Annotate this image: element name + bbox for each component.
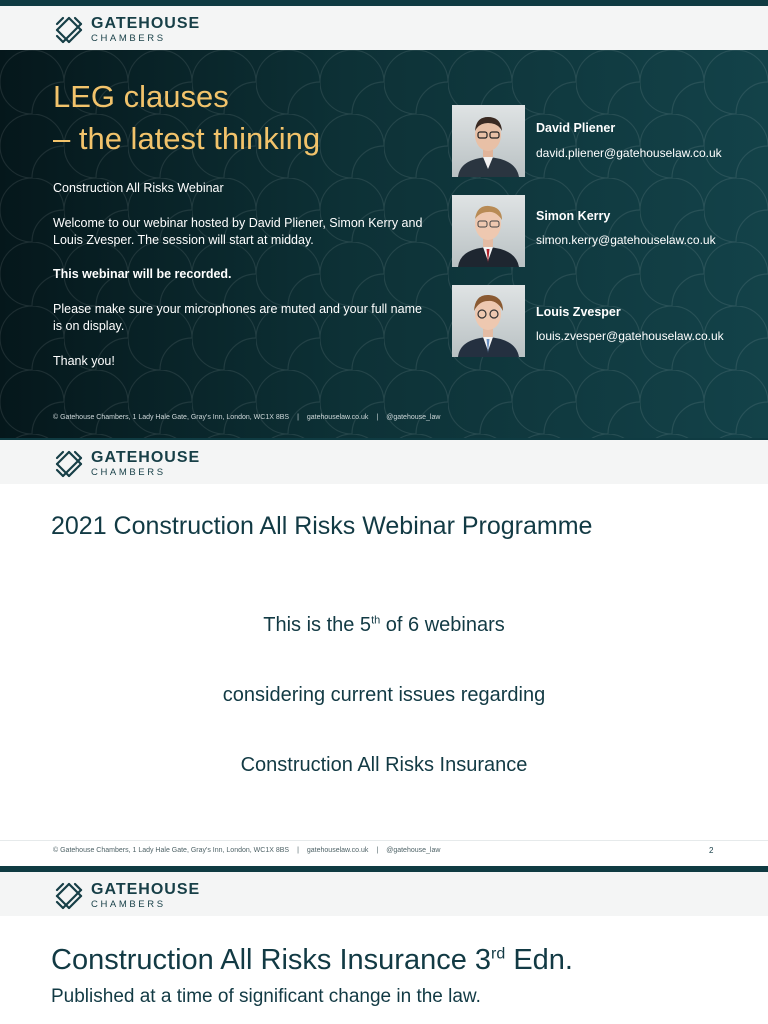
slide3-title: [51, 944, 573, 977]
person-icon: [452, 285, 525, 357]
thank-you: Thank you!: [53, 354, 115, 368]
title-superscript: rd: [491, 945, 506, 963]
footer-separator: |: [376, 847, 379, 854]
footer-divider: [0, 840, 768, 841]
footer-social[interactable]: @gatehouse_law: [386, 414, 441, 421]
welcome-text: Welcome to our webinar hosted by David Pliener, Simon Kerry and Louis Zvesper. The session will start at midday.: [53, 216, 423, 247]
logo-sub: CHAMBERS: [91, 467, 166, 479]
slide-1: [0, 0, 768, 438]
slide2-footer: [53, 847, 440, 854]
webinar-subtitle: Construction All Risks Webinar: [53, 181, 224, 195]
footer-separator: |: [297, 847, 299, 854]
presenter-name: Louis Zvesper: [536, 305, 621, 319]
slide1-footer: [53, 414, 440, 421]
presenter-photo: [452, 105, 525, 177]
slide-2: [0, 438, 768, 866]
gatehouse-logo: [53, 880, 200, 912]
person-icon: [452, 105, 525, 177]
slide-header: [0, 440, 768, 484]
line1-text-end: of 6 webinars: [380, 614, 505, 636]
slide-header: [0, 872, 768, 916]
recorded-notice: This webinar will be recorded.: [53, 267, 232, 281]
dark-content-panel: [0, 50, 768, 438]
footer-website[interactable]: gatehouselaw.co.uk: [306, 847, 369, 854]
title-text: Construction All Risks Insurance 3: [51, 944, 492, 976]
page-number: 2: [709, 846, 714, 855]
gatehouse-logo-icon: [53, 14, 85, 46]
presenter-card: [452, 285, 752, 357]
presenter-email[interactable]: louis.zvesper@gatehouselaw.co.uk: [536, 329, 724, 343]
title-text-end: Edn.: [505, 944, 573, 976]
logo-name: GATEHOUSE: [91, 449, 201, 467]
programme-line-3: Construction All Risks Insurance: [240, 754, 528, 776]
presenter-name: Simon Kerry: [536, 209, 611, 223]
presenter-photo: [452, 285, 525, 357]
gatehouse-logo: [53, 448, 200, 480]
footer-website[interactable]: gatehouselaw.co.uk: [306, 414, 369, 421]
presenter-email[interactable]: simon.kerry@gatehouselaw.co.uk: [536, 233, 716, 247]
slide3-subtitle: Published at a time of significant change in the law.: [51, 986, 481, 1007]
presenter-card: [452, 195, 752, 267]
line1-text: This is the 5: [263, 614, 372, 636]
slide-3: [0, 866, 768, 1024]
line1-superscript: th: [371, 614, 381, 627]
footer-separator: |: [376, 414, 379, 421]
footer-social[interactable]: @gatehouse_law: [386, 847, 441, 854]
logo-sub: CHAMBERS: [91, 33, 166, 45]
slide-header: [0, 6, 768, 50]
person-icon: [452, 195, 525, 267]
programme-line-2: considering current issues regarding: [222, 684, 546, 706]
footer-separator: |: [297, 414, 299, 421]
presenter-card: [452, 105, 752, 177]
title-line-1: LEG clauses: [53, 79, 229, 114]
gatehouse-logo-icon: [53, 880, 85, 912]
presenter-email[interactable]: david.pliener@gatehouselaw.co.uk: [536, 146, 722, 160]
slide2-title: 2021 Construction All Risks Webinar Programme: [51, 512, 593, 540]
gatehouse-logo: [53, 14, 200, 46]
programme-line-1: [0, 614, 768, 637]
footer-address: © Gatehouse Chambers, 1 Lady Hale Gate, Gray's Inn, London, WC1X 8BS: [53, 414, 290, 421]
slide1-title: [53, 76, 320, 160]
presenter-name: David Pliener: [536, 121, 616, 135]
title-line-2: – the latest thinking: [53, 121, 321, 156]
presenter-photo: [452, 195, 525, 267]
gatehouse-logo-icon: [53, 448, 85, 480]
microphone-notice: Please make sure your microphones are muted and your full name is on display.: [53, 302, 422, 333]
logo-sub: CHAMBERS: [91, 899, 166, 911]
logo-name: GATEHOUSE: [91, 881, 201, 899]
logo-name: GATEHOUSE: [91, 15, 201, 33]
footer-address: © Gatehouse Chambers, 1 Lady Hale Gate, Gray's Inn, London, WC1X 8BS: [53, 847, 290, 854]
